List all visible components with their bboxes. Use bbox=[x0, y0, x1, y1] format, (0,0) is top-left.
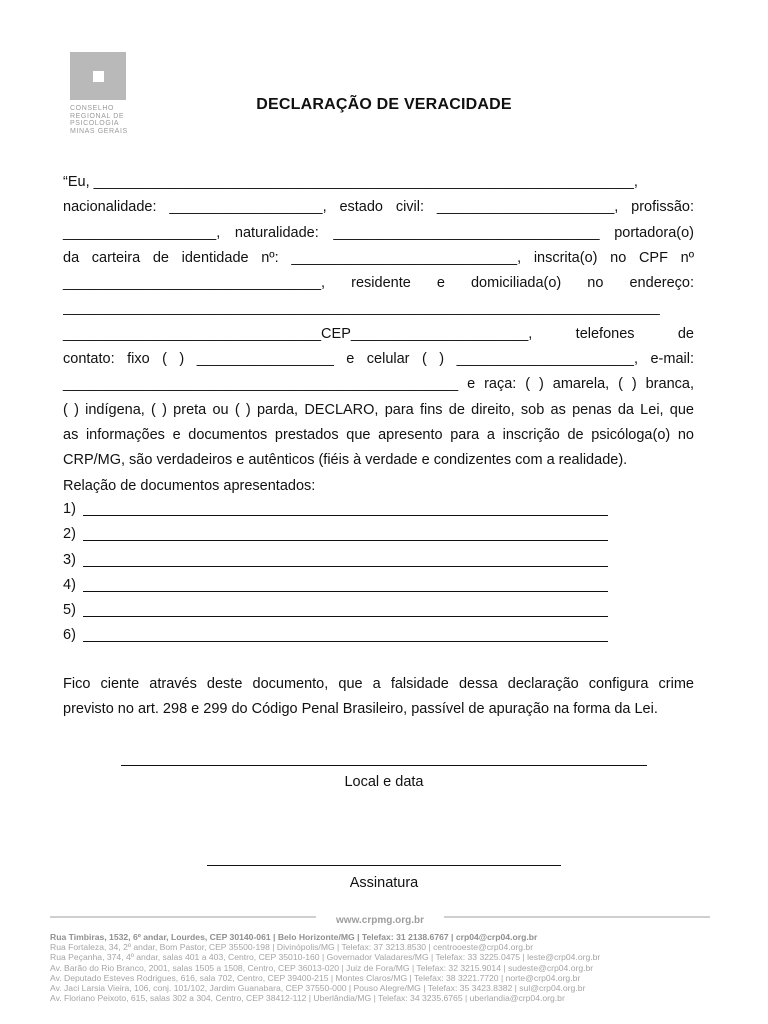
logo-line: MINAS GERAIS bbox=[70, 127, 128, 135]
declaration-body bbox=[63, 170, 694, 499]
footer-address: Av. Deputado Esteves Rodrigues, 616, sala 702, Centro, CEP 39400-215 | Montes Claros/MG | Telefax: 38 3221.7720 | norte@crp04.org.br bbox=[50, 972, 581, 983]
body-line: nacionalidade: ___________________, estado civil: ______________________, profissão: bbox=[63, 199, 694, 216]
body-line: “Eu, ___________________________________________________________________, bbox=[63, 174, 638, 190]
document-blank-line bbox=[83, 598, 608, 617]
document-blank-line bbox=[83, 573, 608, 592]
logo-line: REGIONAL DE bbox=[70, 112, 125, 120]
document-blank-line bbox=[83, 623, 608, 642]
document-item bbox=[63, 573, 623, 598]
document-item bbox=[63, 522, 623, 547]
local-date-label: Local e data bbox=[344, 774, 424, 790]
body-line: CRP/MG, são verdadeiros e autênticos (fiéis à verdade e condizentes com a realidade). bbox=[63, 452, 628, 469]
signature-line bbox=[207, 865, 561, 866]
document-number: 4) bbox=[63, 576, 76, 593]
closing-statement bbox=[63, 672, 694, 723]
page-footer bbox=[50, 916, 710, 1003]
document-item bbox=[63, 548, 623, 573]
closing-line: Fico ciente através deste documento, que a falsidade dessa declaração configura crime bbox=[63, 676, 694, 692]
footer-address: Av. Jaci Larsia Vieira, 106, conj. 101/102, Jardim Guanabara, CEP 37550-000 | Pouso Alegre/MG | Telefax: 35 3423.8382 | sul@crp04.org.br bbox=[50, 983, 586, 994]
body-line: _________________________________________________ e raça: ( ) amarela, ( ) branca, bbox=[63, 376, 694, 393]
document-number: 5) bbox=[63, 602, 76, 619]
signature-block bbox=[0, 865, 768, 891]
footer-address: Rua Timbiras, 1532, 6º andar, Lourdes, CEP 30140-061 | Belo Horizonte/MG | Telefax: 31 2138.6767 | crp04@crp04.org.br bbox=[50, 932, 538, 942]
local-date-block bbox=[0, 765, 768, 790]
document-blank-line bbox=[83, 522, 608, 541]
document-item bbox=[63, 497, 623, 522]
body-line: Relação de documentos apresentados: bbox=[63, 477, 316, 494]
document-number: 3) bbox=[63, 551, 76, 568]
document-number: 1) bbox=[63, 501, 76, 517]
body-line: __________________________________________________________________________ bbox=[63, 300, 660, 317]
footer-url: www.crpmg.org.br bbox=[316, 915, 444, 926]
logo-line: PSICOLOGIA bbox=[70, 120, 120, 127]
body-line: ________________________________CEP______________________, telefones de bbox=[63, 325, 694, 342]
document-item bbox=[63, 598, 623, 623]
footer-divider bbox=[50, 915, 710, 926]
footer-address: Av. Barão do Rio Branco, 2001, salas 1505 a 1508, Centro, CEP 36013-020 | Juiz de Fora/MG | Telefax: 32 3215.9014 | sudeste@crp04.org.br bbox=[50, 962, 594, 973]
body-line: ( ) indígena, ( ) preta ou ( ) parda, DECLARO, para fins de direito, sob as penas da Lei, que bbox=[63, 401, 694, 418]
body-line: ________________________________, residente e domiciliada(o) no endereço: bbox=[63, 275, 694, 292]
footer-addresses bbox=[50, 932, 710, 1003]
logo-mark bbox=[70, 52, 126, 100]
closing-line: previsto no art. 298 e 299 do Código Penal Brasileiro, passível de apuração na forma da Lei. bbox=[63, 701, 658, 718]
body-line: da carteira de identidade nº: ____________________________, inscrita(o) no CPF nº bbox=[63, 249, 694, 266]
document-number: 6) bbox=[63, 627, 76, 644]
footer-address: Rua Fortaleza, 34, 2º andar, Bom Pastor, CEP 35500-198 | Divinópolis/MG | Telefax: 37 3213.8530 | centrooeste@crp04.org.br bbox=[50, 942, 534, 953]
body-line: ___________________, naturalidade: _________________________________ portadora(o) bbox=[63, 224, 694, 241]
document-blank-line bbox=[83, 548, 608, 567]
body-line: contato: fixo ( ) _________________ e celular ( ) ______________________, e-mail: bbox=[63, 351, 694, 368]
document-title: DECLARAÇÃO DE VERACIDADE bbox=[256, 96, 512, 113]
footer-address: Rua Peçanha, 374, 4º andar, salas 401 a 403, Centro, CEP 35010-160 | Governador Valadares/MG | Telefax: 33 3225.0475 | leste@crp04.org.br bbox=[50, 952, 601, 963]
document-number: 2) bbox=[63, 526, 76, 543]
document-blank-line bbox=[83, 497, 608, 516]
signature-label: Assinatura bbox=[349, 875, 419, 891]
local-date-line bbox=[121, 765, 647, 766]
document-item bbox=[63, 623, 623, 648]
document-list bbox=[63, 497, 623, 649]
footer-address: Av. Floriano Peixoto, 615, salas 302 a 304, Centro, CEP 38412-112 | Uberlândia/MG | Telefax: 34 3235.6765 | uberlandia@crp04.org.br bbox=[50, 993, 565, 1004]
logo-line: CONSELHO bbox=[70, 105, 115, 112]
body-line: as informações e documentos prestados que apresento para a inscrição de psicóloga(o) no bbox=[63, 426, 694, 443]
